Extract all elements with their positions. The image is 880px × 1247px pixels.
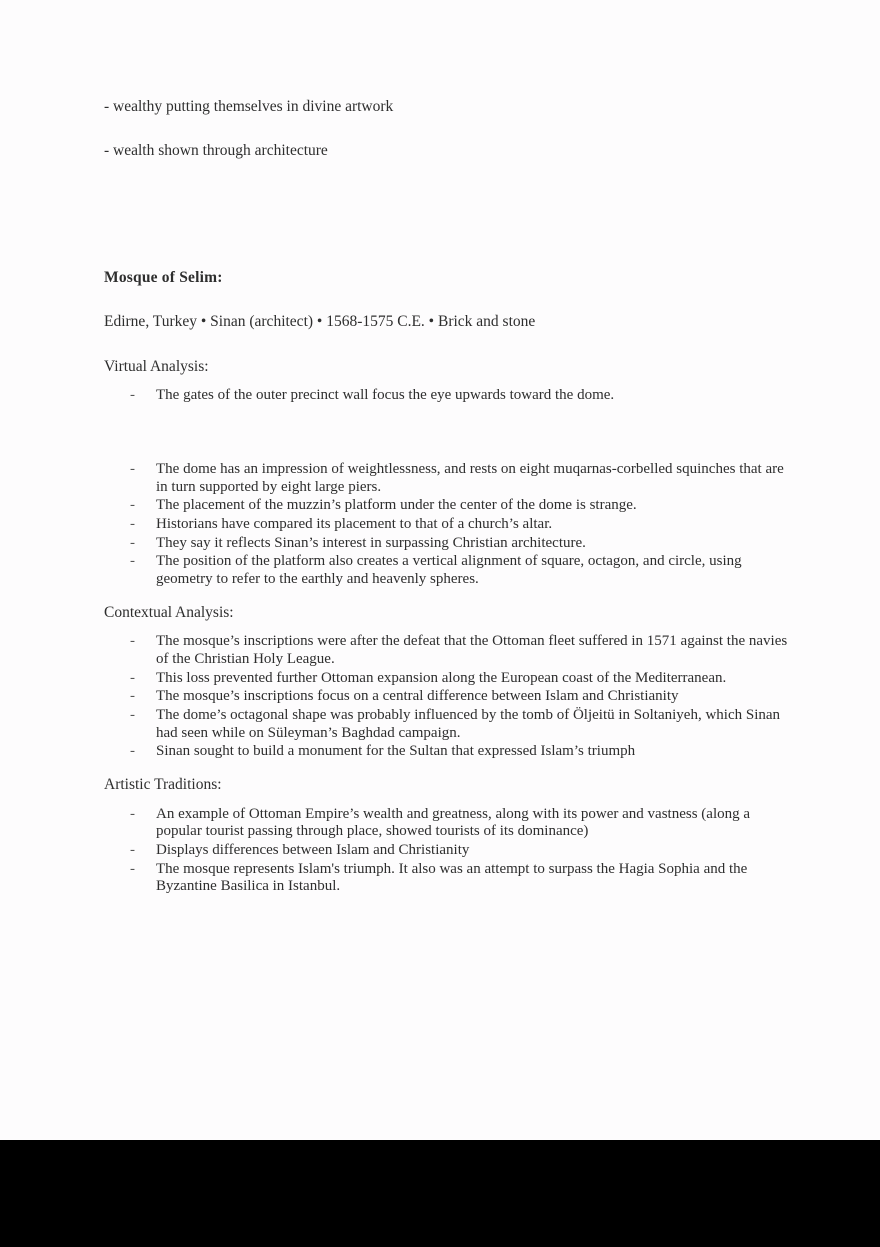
- list-contextual-analysis: [104, 633, 804, 761]
- dash-marker: -: [130, 688, 135, 705]
- list-item-text: The dome’s octagonal shape was probably influenced by the tomb of Öljeitü in Soltaniyeh, which Sinan had seen while on Süleyman’s Baghdad campaign.: [156, 707, 781, 741]
- dash-marker: -: [130, 461, 135, 478]
- list-item: [104, 743, 804, 761]
- list-item-text: The gates of the outer precinct wall focus the eye upwards toward the dome.: [156, 387, 615, 404]
- list-item-text: The placement of the muzzin’s platform under the center of the dome is strange.: [156, 497, 637, 514]
- dash-marker: -: [130, 743, 135, 760]
- dash-marker: -: [130, 534, 135, 551]
- list-item-text: Historians have compared its placement to that of a church’s altar.: [156, 516, 553, 533]
- spacer: [104, 762, 804, 774]
- list-item: [104, 806, 804, 841]
- spacer: [104, 289, 804, 311]
- list-item: [104, 670, 804, 688]
- list-item: [104, 688, 804, 706]
- dash-marker: -: [130, 553, 135, 570]
- list-item-text: They say it reflects Sinan’s interest in surpassing Christian architecture.: [156, 534, 586, 551]
- list-item: [104, 516, 804, 534]
- dash-marker: -: [130, 707, 135, 724]
- dash-marker: -: [130, 387, 135, 404]
- dash-marker: -: [130, 669, 135, 686]
- list-item: [104, 842, 804, 860]
- document-content: [104, 96, 804, 897]
- list-item: [104, 461, 804, 496]
- list-item-text: Sinan sought to build a monument for the Sultan that expressed Islam’s triumph: [156, 743, 636, 760]
- list-item: [104, 553, 804, 588]
- dash-marker: -: [130, 805, 135, 822]
- list-item-text: The position of the platform also creates a vertical alignment of square, octagon, and circle, using geometry to refer to the earthly and heavenly spheres.: [156, 553, 742, 588]
- list-item: [104, 387, 804, 405]
- spacer: [104, 163, 804, 267]
- note-line-1: - wealthy putting themselves in divine artwork: [104, 98, 394, 115]
- spacer: [104, 590, 804, 602]
- list-item-text: An example of Ottoman Empire’s wealth and greatness, along with its power and vastness (along a popular tourist passing through place, showed tourists of its dominance): [156, 805, 751, 840]
- bottom-black-bar: [0, 1140, 880, 1247]
- list-item-text: Displays differences between Islam and Christianity: [156, 841, 470, 858]
- list-item-text: This loss prevented further Ottoman expansion along the European coast of the Mediterranean.: [156, 669, 727, 686]
- section-label-artistic-traditions: Artistic Traditions:: [104, 776, 222, 794]
- spacer: [104, 118, 804, 140]
- list-item: [104, 861, 804, 896]
- list-item: [104, 497, 804, 515]
- list-item: [104, 707, 804, 742]
- dash-marker: -: [130, 633, 135, 650]
- list-item-text: The mosque represents Islam's triumph. It also was an attempt to surpass the Hagia Sophia and the Byzantine Basilica in Istanbul.: [156, 860, 748, 895]
- list-item-text: The dome has an impression of weightlessness, and rests on eight muqarnas-corbelled squinches that are in turn supported by eight large piers.: [156, 461, 784, 495]
- page-title: Mosque of Selim:: [104, 268, 223, 286]
- dash-marker: -: [130, 516, 135, 533]
- artwork-metadata: Edirne, Turkey • Sinan (architect) • 1568-1575 C.E. • Brick and stone: [104, 313, 536, 331]
- list-item-text: The mosque’s inscriptions were after the defeat that the Ottoman fleet suffered in 1571 against the navies of the Christian Holy League.: [156, 633, 788, 667]
- section-label-visual-analysis: Virtual Analysis:: [104, 357, 209, 375]
- list-item-text: The mosque’s inscriptions focus on a central difference between Islam and Christianity: [156, 688, 679, 705]
- dash-marker: -: [130, 841, 135, 858]
- dash-marker: -: [130, 497, 135, 514]
- dash-marker: -: [130, 860, 135, 877]
- note-line-2: - wealth shown through architecture: [104, 142, 328, 160]
- spacer: [104, 334, 804, 356]
- list-item: [104, 535, 804, 553]
- list-artistic-traditions: [104, 806, 804, 896]
- section-label-contextual-analysis: Contextual Analysis:: [104, 603, 234, 621]
- list-visual-analysis: [104, 387, 804, 589]
- list-item: [104, 633, 804, 668]
